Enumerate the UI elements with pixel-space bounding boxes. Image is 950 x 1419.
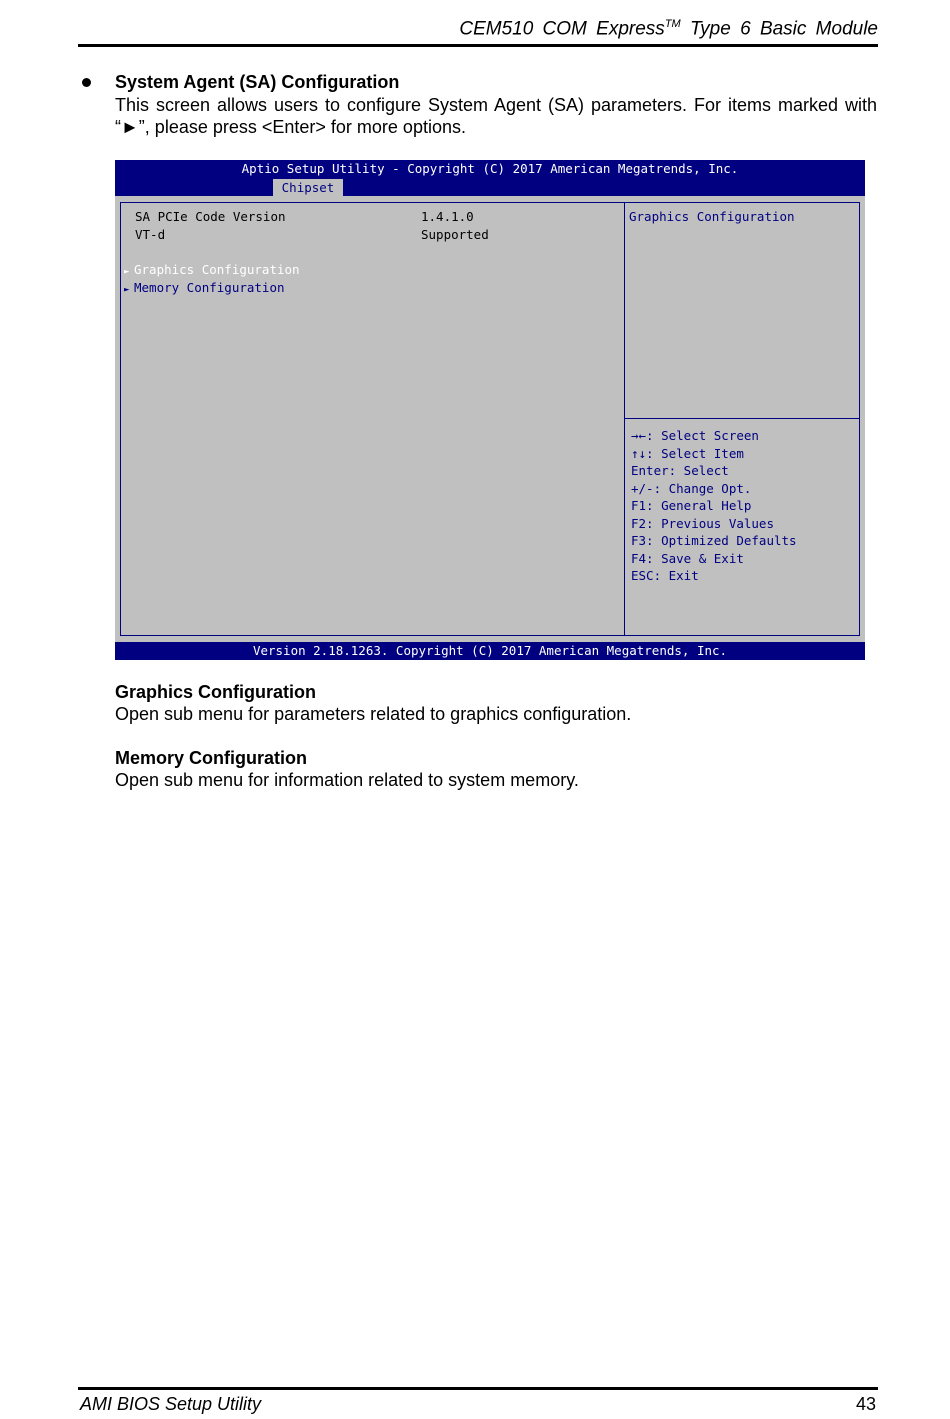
bios-vertical-divider [624, 202, 625, 636]
bios-title: Aptio Setup Utility - Copyright (C) 2017 American Megatrends, Inc. [241, 161, 739, 176]
bios-title-bar [115, 160, 865, 196]
footer-chapter: AMI BIOS Setup Utility [80, 1394, 262, 1414]
key-help-item: F3: Optimized Defaults [631, 533, 797, 548]
graphics-configuration-desc: Open sub menu for parameters related to graphics configuration. [115, 704, 632, 724]
section-title: System Agent (SA) Configuration [115, 72, 400, 92]
info-label-vtd: VT-d [135, 227, 166, 242]
trademark-mark: TM [664, 18, 681, 30]
key-help-item: →←: Select Screen [631, 428, 759, 443]
running-header [78, 18, 878, 42]
memory-configuration-title: Memory Configuration [115, 748, 307, 768]
key-help-item: F4: Save & Exit [631, 550, 744, 566]
key-help-item: ESC: Exit [631, 568, 699, 583]
menu-item-label: Memory Configuration [134, 280, 285, 295]
header-rule [78, 44, 878, 47]
key-help-list [631, 427, 797, 585]
bullet-icon [82, 78, 91, 87]
info-value-vtd: Supported [421, 227, 489, 242]
graphics-configuration-title: Graphics Configuration [115, 682, 317, 702]
memory-configuration-desc: Open sub menu for information related to system memory. [115, 770, 579, 790]
key-help-item: F2: Previous Values [631, 515, 774, 531]
bios-help-divider [625, 418, 859, 419]
help-text: Graphics Configuration [629, 209, 795, 224]
bios-version-bar: Version 2.18.1263. Copyright (C) 2017 American Megatrends, Inc. [115, 642, 865, 660]
footer-rule [78, 1387, 878, 1390]
submenu-arrow-icon: ► [124, 285, 130, 295]
section-intro: This screen allows users to configure System Agent (SA) parameters. For items marked with “►”, please press <Enter> for more options. [115, 95, 877, 137]
menu-item-graphics-configuration[interactable] [124, 262, 300, 277]
key-help-item: ↑↓: Select Item [631, 445, 744, 461]
menu-item-memory-configuration[interactable] [124, 280, 285, 295]
info-value-sa-pcie: 1.4.1.0 [421, 209, 474, 224]
submenu-arrow-icon: ► [124, 267, 130, 277]
page-number: 43 [855, 1394, 876, 1414]
key-help-item: +/-: Change Opt. [631, 480, 752, 496]
bios-screenshot [115, 160, 865, 660]
key-help-item: F1: General Help [631, 498, 752, 513]
key-help-item: Enter: Select [631, 463, 729, 478]
header-subtitle: Type 6 Basic Module [689, 18, 878, 40]
menu-item-label: Graphics Configuration [134, 262, 300, 277]
header-product: CEM510 COM Express [459, 18, 665, 40]
info-label-sa-pcie: SA PCIe Code Version [135, 209, 286, 224]
tab-chipset[interactable]: Chipset [273, 179, 343, 196]
